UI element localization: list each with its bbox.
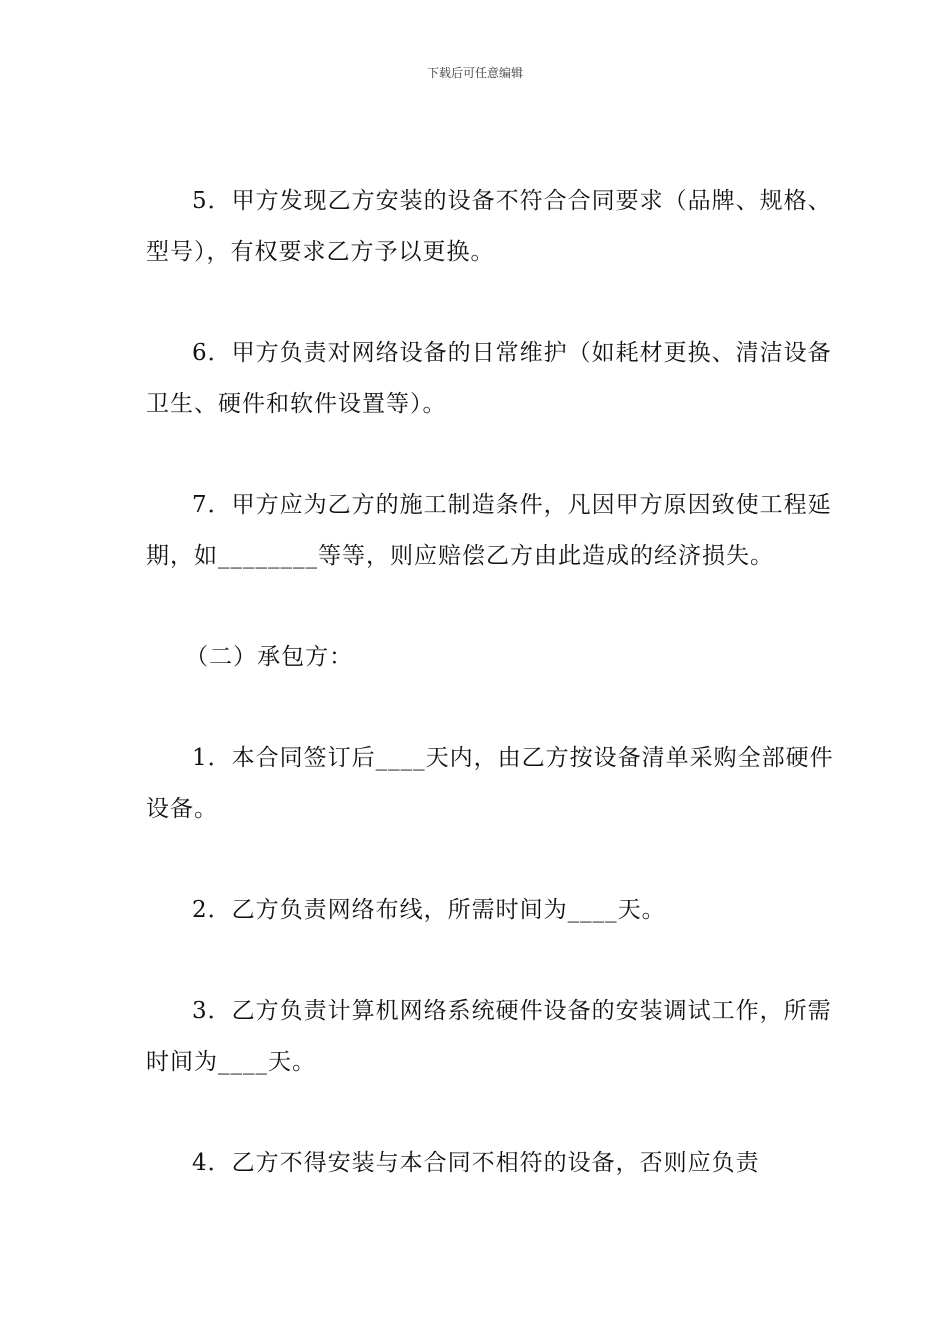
clause-paragraph: 5．甲方发现乙方安装的设备不符合合同要求（品牌、规格、型号），有权要求乙方予以更换。	[146, 188, 832, 265]
section-heading: （二）承包方：	[185, 644, 354, 670]
document-body	[146, 176, 836, 1239]
clause-paragraph: 3．乙方负责计算机网络系统硬件设备的安装调试工作，所需时间为____天。	[146, 998, 832, 1075]
page-header-note: 下载后可任意编辑	[426, 66, 523, 80]
clause-paragraph: 6．甲方负责对网络设备的日常维护（如耗材更换、清洁设备卫生、硬件和软件设置等）。	[146, 340, 832, 417]
clause-paragraph: 4．乙方不得安装与本合同不相符的设备，否则应负责	[192, 1150, 760, 1176]
clause-paragraph: 1．本合同签订后____天内，由乙方按设备清单采购全部硬件设备。	[146, 745, 834, 822]
clause-paragraph: 7．甲方应为乙方的施工制造条件，凡因甲方原因致使工程延期，如________等等，则应赔偿乙方由此造成的经济损失。	[146, 492, 832, 569]
clause-paragraph: 2．乙方负责网络布线，所需时间为____天。	[192, 897, 666, 923]
